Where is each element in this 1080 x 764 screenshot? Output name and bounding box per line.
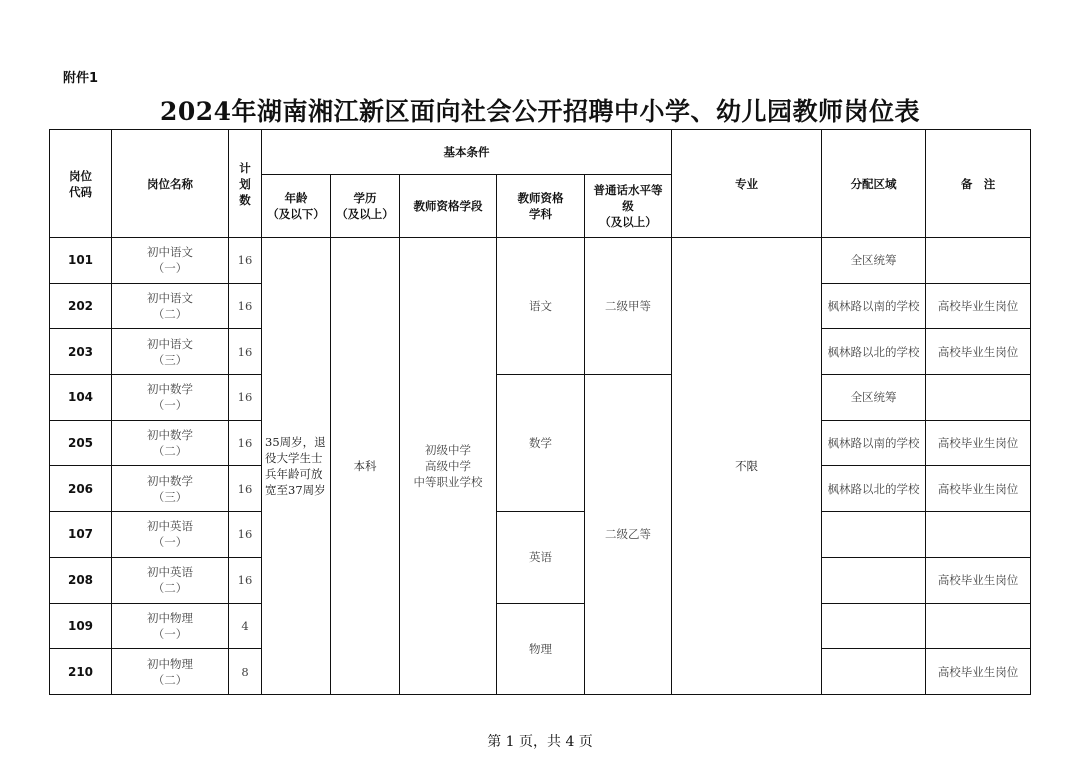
subject-math: 数学 xyxy=(497,375,585,512)
header-education: 学历 （及以上） xyxy=(331,175,400,238)
row-area: 枫林路以南的学校 xyxy=(822,283,926,329)
row-area: 全区统筹 xyxy=(822,375,926,421)
row-remark: 高校毕业生岗位 xyxy=(926,420,1031,466)
row-area: 枫林路以北的学校 xyxy=(822,466,926,512)
row-remark: 高校毕业生岗位 xyxy=(926,329,1031,375)
header-plan: 计 划 数 xyxy=(229,130,262,238)
row-code: 206 xyxy=(50,466,112,512)
row-remark xyxy=(926,375,1031,421)
annex-label: 附件1 xyxy=(63,71,99,86)
header-basic-conditions: 基本条件 xyxy=(262,130,672,175)
row-remark xyxy=(926,238,1031,284)
table-row xyxy=(50,238,1031,284)
row-code: 208 xyxy=(50,557,112,603)
subject-chinese: 语文 xyxy=(497,238,585,375)
header-row-1 xyxy=(50,130,1031,175)
row-code: 107 xyxy=(50,512,112,558)
row-plan: 8 xyxy=(229,649,262,695)
row-code: 109 xyxy=(50,603,112,649)
table-row xyxy=(50,375,1031,421)
row-area xyxy=(822,512,926,558)
header-code: 岗位 代码 xyxy=(50,130,112,238)
header-mandarin: 普通话水平等 级 （及以上） xyxy=(585,175,672,238)
job-table xyxy=(49,129,1031,695)
row-area: 枫林路以南的学校 xyxy=(822,420,926,466)
row-code: 210 xyxy=(50,649,112,695)
subject-physics: 物理 xyxy=(497,603,585,694)
mandarin-level-a: 二级甲等 xyxy=(585,238,672,375)
subject-english: 英语 xyxy=(497,512,585,603)
header-age: 年龄 （及以下） xyxy=(262,175,331,238)
row-area xyxy=(822,649,926,695)
cert-stage-requirement: 初级中学 高级中学 中等职业学校 xyxy=(400,238,497,695)
row-name: 初中英语 （二） xyxy=(112,557,229,603)
header-remark: 备 注 xyxy=(926,130,1031,238)
row-remark xyxy=(926,512,1031,558)
major-requirement: 不限 xyxy=(672,238,822,695)
row-plan: 16 xyxy=(229,512,262,558)
row-area xyxy=(822,603,926,649)
mandarin-level-b: 二级乙等 xyxy=(585,375,672,695)
header-cert-stage: 教师资格学段 xyxy=(400,175,497,238)
row-area: 全区统筹 xyxy=(822,238,926,284)
row-plan: 16 xyxy=(229,557,262,603)
row-name: 初中数学 （三） xyxy=(112,466,229,512)
row-area xyxy=(822,557,926,603)
age-requirement: 35周岁，退役大学生士兵年龄可放宽至37周岁 xyxy=(262,238,331,695)
row-name: 初中物理 （一） xyxy=(112,603,229,649)
row-code: 202 xyxy=(50,283,112,329)
row-code: 205 xyxy=(50,420,112,466)
row-remark: 高校毕业生岗位 xyxy=(926,649,1031,695)
row-plan: 4 xyxy=(229,603,262,649)
row-name: 初中语文 （三） xyxy=(112,329,229,375)
row-name: 初中数学 （二） xyxy=(112,420,229,466)
education-requirement: 本科 xyxy=(331,238,400,695)
row-remark: 高校毕业生岗位 xyxy=(926,283,1031,329)
row-plan: 16 xyxy=(229,375,262,421)
row-plan: 16 xyxy=(229,238,262,284)
row-name: 初中语文 （一） xyxy=(112,238,229,284)
row-remark: 高校毕业生岗位 xyxy=(926,466,1031,512)
row-name: 初中英语 （一） xyxy=(112,512,229,558)
header-major: 专业 xyxy=(672,130,822,238)
row-area: 枫林路以北的学校 xyxy=(822,329,926,375)
header-cert-subject: 教师资格 学科 xyxy=(497,175,585,238)
table-row xyxy=(50,512,1031,558)
row-name: 初中语文 （二） xyxy=(112,283,229,329)
row-plan: 16 xyxy=(229,466,262,512)
row-plan: 16 xyxy=(229,420,262,466)
header-name: 岗位名称 xyxy=(112,130,229,238)
table-row xyxy=(50,603,1031,649)
row-code: 203 xyxy=(50,329,112,375)
header-area: 分配区域 xyxy=(822,130,926,238)
page-number: 第 1 页，共 4 页 xyxy=(487,734,593,750)
row-plan: 16 xyxy=(229,329,262,375)
row-plan: 16 xyxy=(229,283,262,329)
row-name: 初中数学 （一） xyxy=(112,375,229,421)
row-name: 初中物理 （二） xyxy=(112,649,229,695)
row-code: 101 xyxy=(50,238,112,284)
row-remark xyxy=(926,603,1031,649)
row-remark: 高校毕业生岗位 xyxy=(926,557,1031,603)
page-title: 2024年湖南湘江新区面向社会公开招聘中小学、幼儿园教师岗位表 xyxy=(159,97,921,126)
row-code: 104 xyxy=(50,375,112,421)
